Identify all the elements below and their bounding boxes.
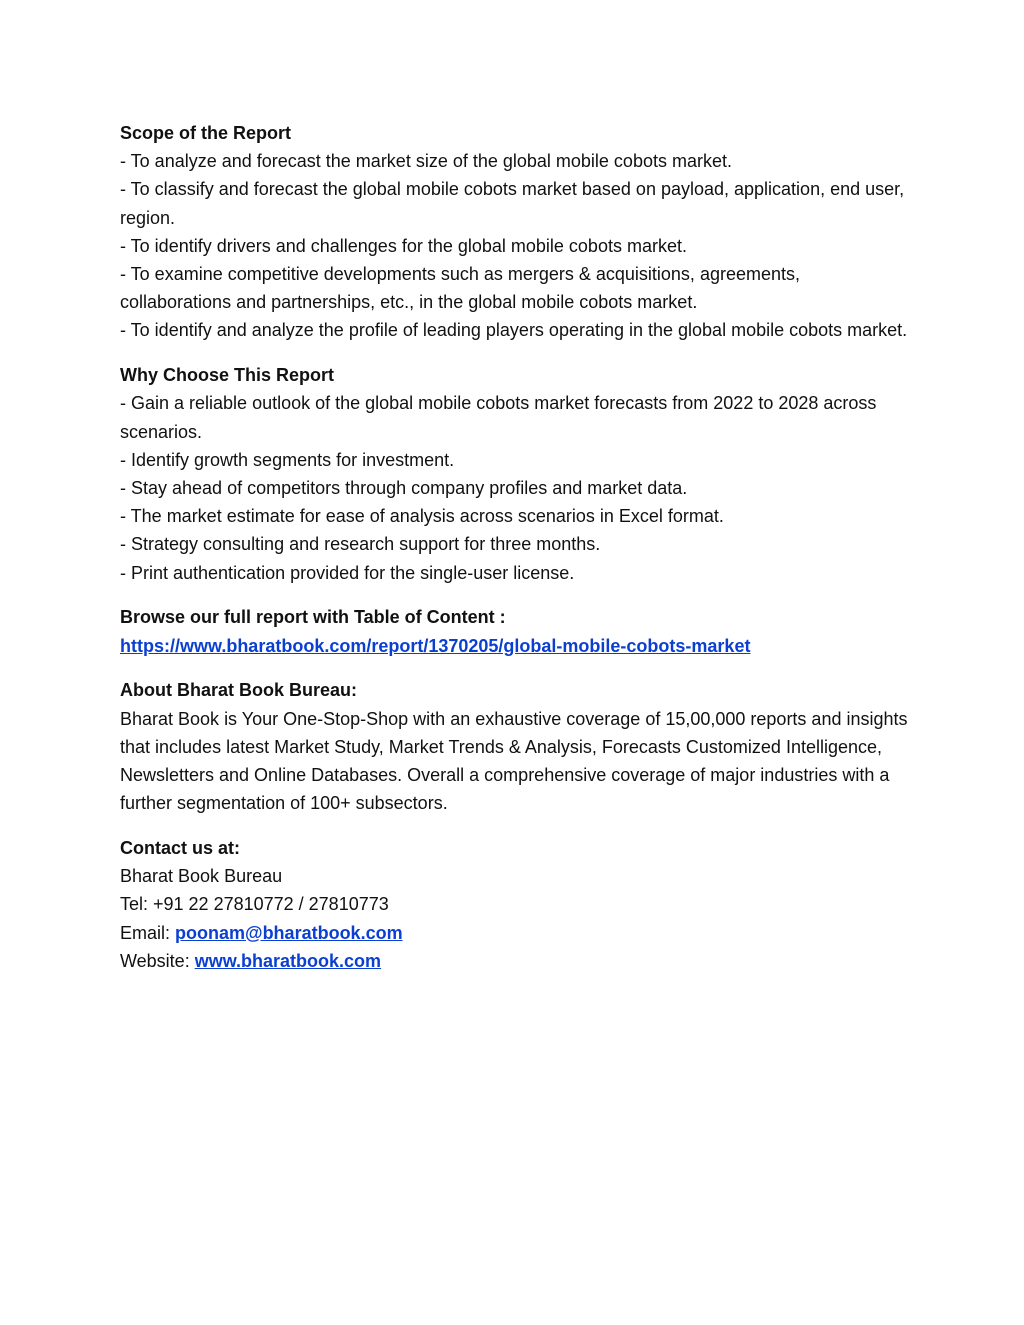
- about-text: Bharat Book is Your One-Stop-Shop with an exhaustive coverage of 15,00,000 reports and insights that includes latest Market Study, Market Trends & Analysis, Forecasts Customized Intelligence, Newsletters and Online Databases. Overall a comprehensive coverage of major industries with a further segmentation of 100+ subsectors.: [120, 708, 908, 814]
- document-page: [120, 119, 910, 992]
- website-link[interactable]: www.bharatbook.com: [194, 950, 382, 971]
- scope-heading: Scope of the Report: [120, 123, 292, 143]
- scope-item: - To classify and forecast the global mobile cobots market based on payload, application, end user, region.: [120, 179, 905, 228]
- why-section: [120, 361, 910, 587]
- contact-section: [120, 834, 910, 975]
- why-item: - Gain a reliable outlook of the global mobile cobots market forecasts from 2022 to 2028 across scenarios.: [120, 393, 877, 442]
- why-heading: Why Choose This Report: [120, 365, 335, 386]
- contact-website-line: [120, 947, 910, 975]
- contact-company: Bharat Book Bureau: [120, 866, 283, 887]
- contact-heading: Contact us at:: [120, 838, 241, 859]
- scope-section: [120, 119, 910, 345]
- report-link[interactable]: https://www.bharatbook.com/report/1370205/global-mobile-cobots-market: [120, 635, 751, 656]
- scope-item: - To identify and analyze the profile of leading players operating in the global mobile cobots market.: [120, 320, 908, 341]
- website-label: Website:: [120, 950, 195, 971]
- why-item: - Strategy consulting and research support for three months.: [120, 534, 601, 555]
- browse-section: [120, 603, 910, 659]
- why-item: - The market estimate for ease of analysis across scenarios in Excel format.: [120, 506, 724, 527]
- about-heading: About Bharat Book Bureau:: [120, 680, 358, 701]
- contact-email-line: [120, 919, 910, 947]
- email-label: Email:: [120, 922, 176, 943]
- why-item: - Stay ahead of competitors through company profiles and market data.: [120, 478, 688, 499]
- about-section: [120, 676, 910, 817]
- browse-heading: Browse our full report with Table of Content :: [120, 607, 506, 628]
- scope-item: - To identify drivers and challenges for the global mobile cobots market.: [120, 235, 687, 256]
- why-item: - Print authentication provided for the single-user license.: [120, 562, 575, 583]
- scope-item: - To examine competitive developments such as mergers & acquisitions, agreements, collaborations and partnerships, etc., in the global mobile cobots market.: [120, 264, 800, 313]
- email-link[interactable]: poonam@bharatbook.com: [175, 922, 403, 943]
- why-item: - Identify growth segments for investment.: [120, 449, 455, 470]
- contact-tel: Tel: +91 22 27810772 / 27810773: [120, 894, 389, 915]
- scope-item: - To analyze and forecast the market size of the global mobile cobots market.: [120, 151, 732, 172]
